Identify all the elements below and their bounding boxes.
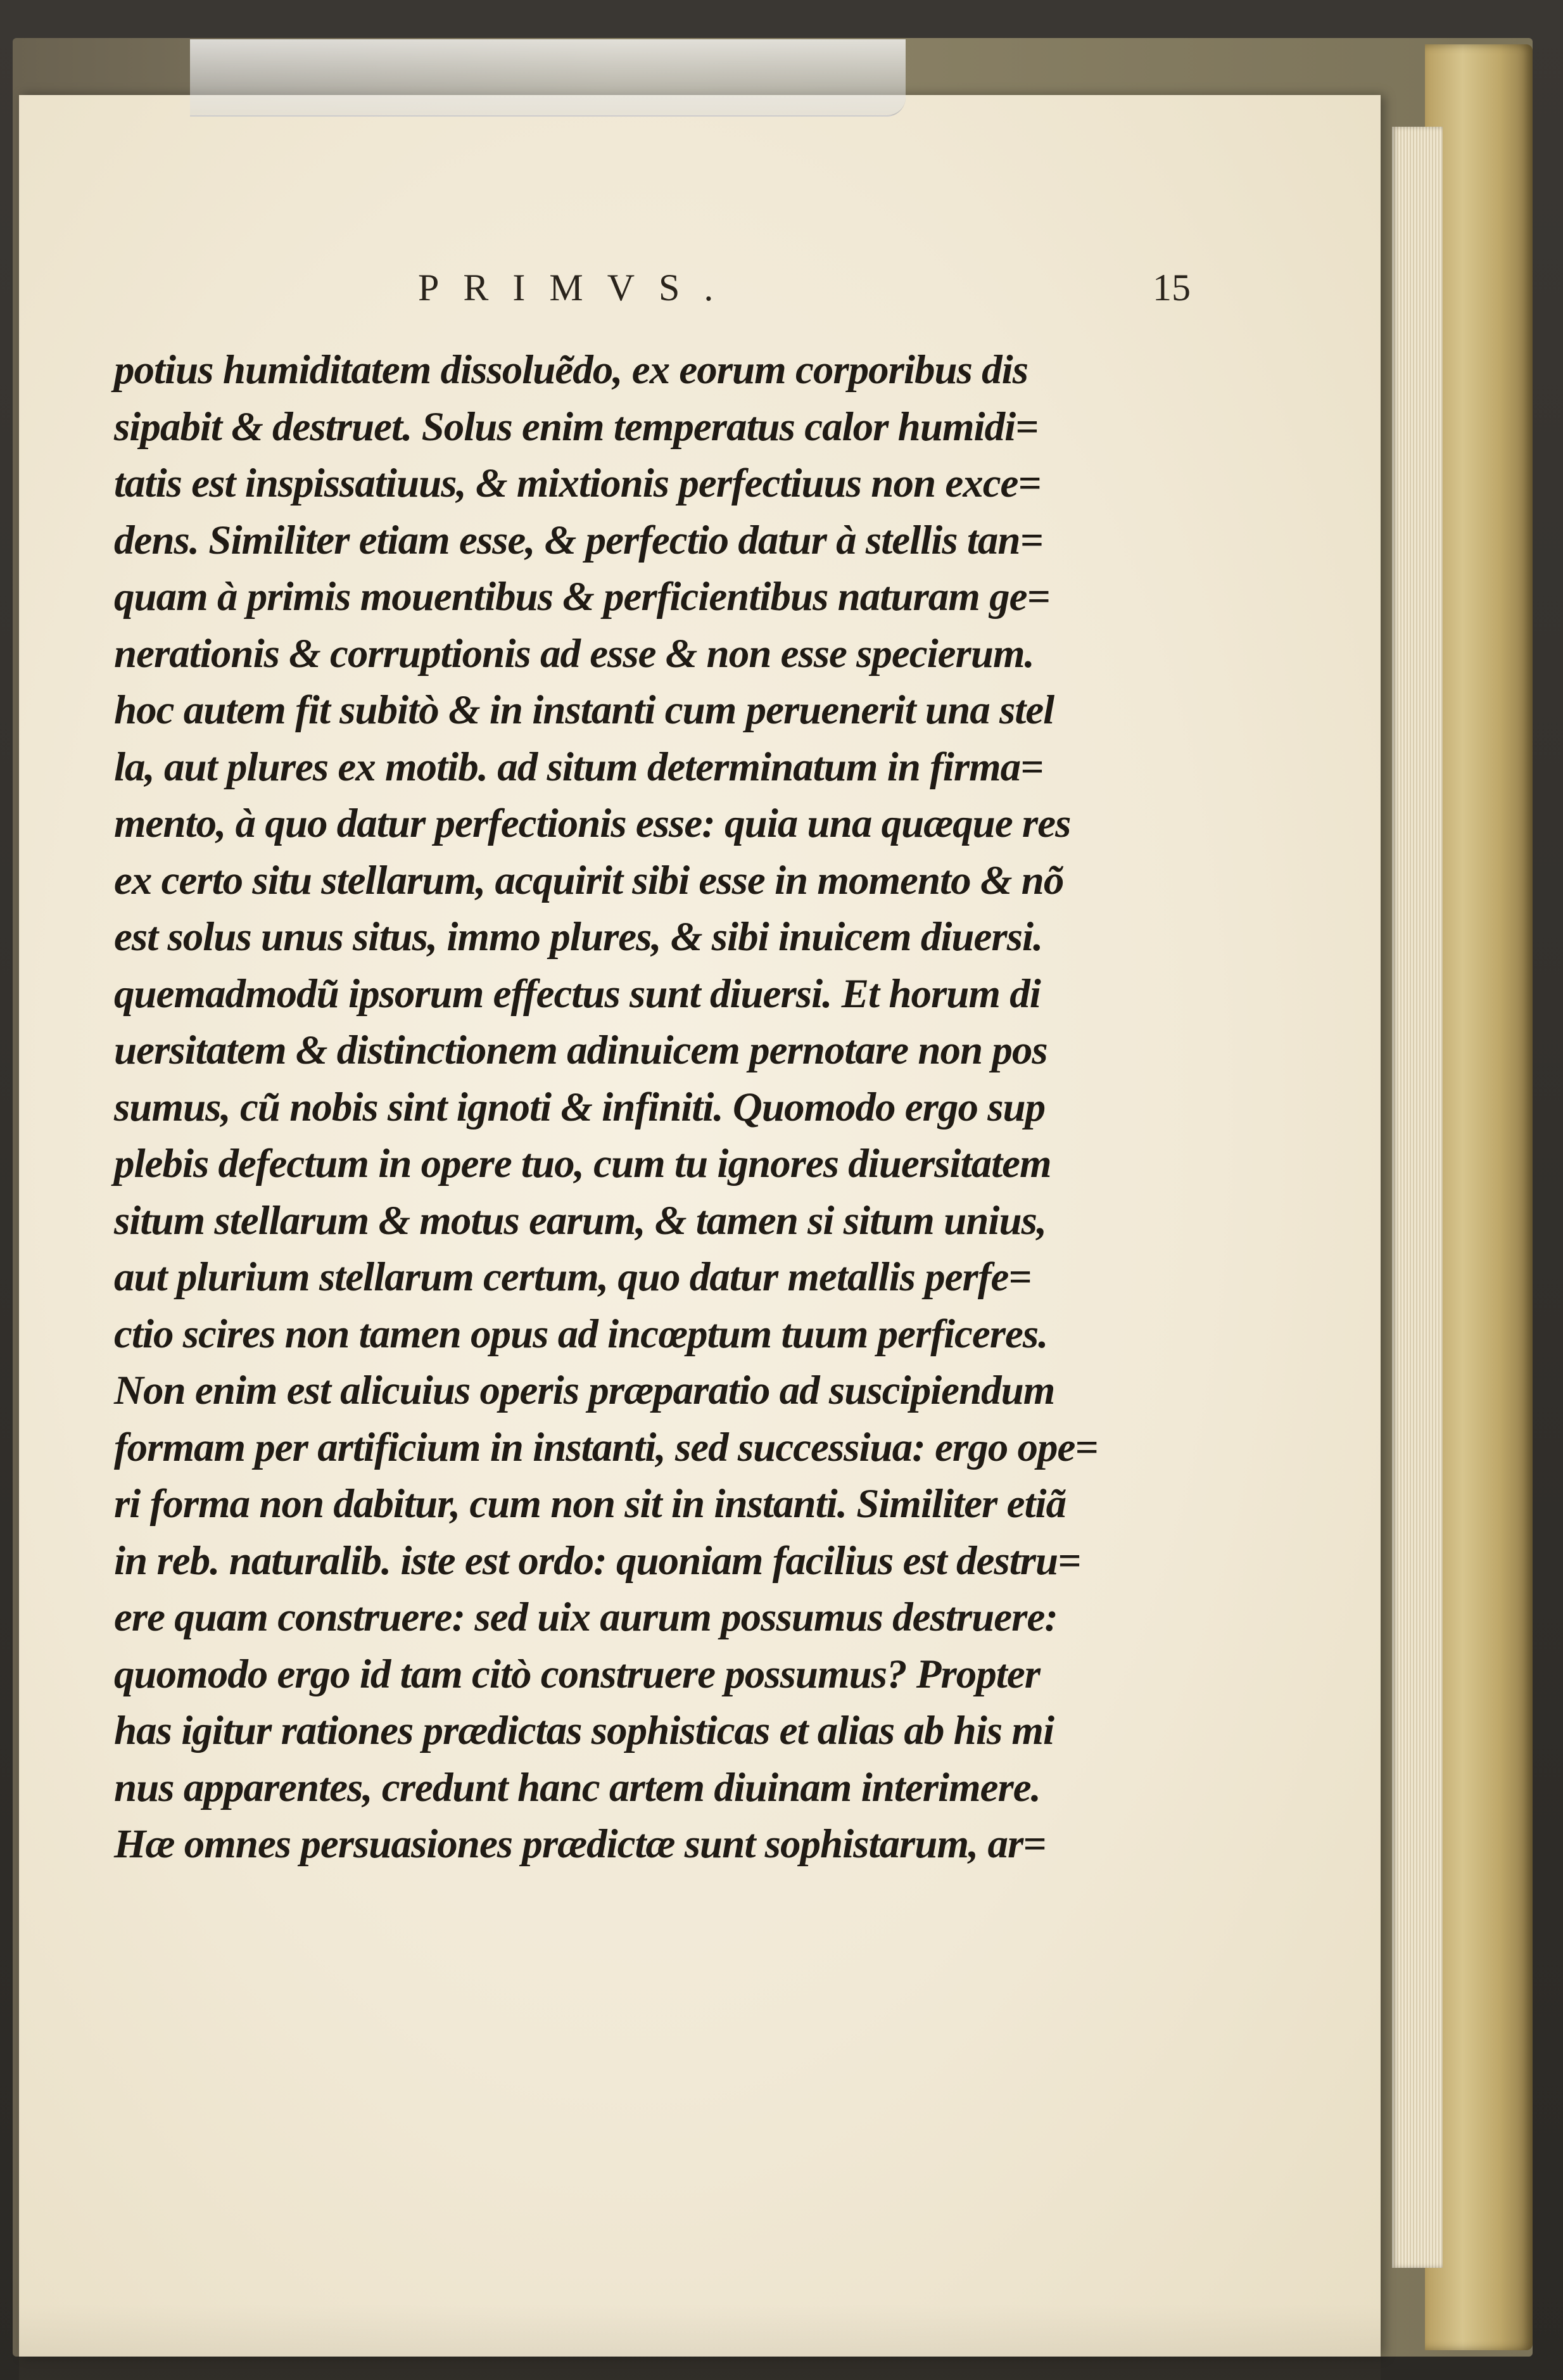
text-line: situm stellarum & motus earum, & tamen si situm unius, xyxy=(114,1197,1047,1244)
text-line: ctio scires non tamen opus ad incœptum tuum perficeres. xyxy=(114,1311,1048,1357)
text-line: ex certo situ stellarum, acquirit sibi esse in momento & nõ xyxy=(114,857,1064,903)
text-line: la, aut plures ex motib. ad situm determinatum in firma= xyxy=(114,744,1044,790)
text-lines xyxy=(114,342,1178,1873)
text-line: potius humiditatem dissoluẽdo, ex eorum corporibus dis xyxy=(114,347,1028,393)
text-line: sipabit & destruet. Solus enim temperatus calor humidi= xyxy=(114,404,1039,450)
text-line: aut plurium stellarum certum, quo datur metallis perfe= xyxy=(114,1254,1032,1300)
text-line: nerationis & corruptionis ad esse & non esse specierum. xyxy=(114,630,1034,677)
text-line: Hæ omnes persuasiones prædictæ sunt sophistarum, ar= xyxy=(114,1821,1046,1867)
text-line: formam per artificium in instanti, sed successiua: ergo ope= xyxy=(114,1424,1098,1470)
text-line: dens. Similiter etiam esse, & perfectio datur à stellis tan= xyxy=(114,517,1043,563)
page-edges xyxy=(1392,127,1443,2268)
book-page xyxy=(19,95,1381,2357)
running-head: PRIMVS. xyxy=(418,267,738,309)
text-block xyxy=(114,266,1191,2052)
text-line: mento, à quo datur perfectionis esse: quia una quæque res xyxy=(114,801,1071,846)
page-header xyxy=(114,266,1191,317)
text-line: sumus, cũ nobis sint ignoti & infiniti. Quomodo ergo sup xyxy=(114,1084,1046,1130)
text-line: plebis defectum in opere tuo, cum tu ignores diuersitatem xyxy=(114,1141,1051,1187)
plastic-page-clip xyxy=(190,39,906,117)
text-line: uersitatem & distinctionem adinuicem pernotare non pos xyxy=(114,1028,1047,1073)
text-line: tatis est inspissatiuus, & mixtionis perfectiuus non exce= xyxy=(114,461,1041,506)
text-line: has igitur rationes prædictas sophisticas et alias ab his mi xyxy=(114,1708,1054,1753)
text-line: Non enim est alicuius operis præparatio ad suscipiendum xyxy=(114,1368,1055,1413)
text-line: quam à primis mouentibus & perficientibus naturam ge= xyxy=(114,574,1050,620)
page-bottom-shading xyxy=(19,2304,1381,2380)
text-line: quomodo ergo id tam citò construere possumus? Propter xyxy=(114,1651,1040,1697)
text-line: hoc autem fit subitò & in instanti cum peruenerit una stel xyxy=(114,687,1054,733)
text-line: quemadmodũ ipsorum effectus sunt diuersi. Et horum di xyxy=(114,970,1041,1017)
text-line: ri forma non dabitur, cum non sit in instanti. Similiter etiã xyxy=(114,1481,1066,1527)
text-line: nus apparentes, credunt hanc artem diuinam interimere. xyxy=(114,1764,1041,1810)
text-line: in reb. naturalib. iste est ordo: quoniam facilius est destru= xyxy=(114,1537,1081,1584)
page-number: 15 xyxy=(1153,267,1191,309)
text-line: est solus unus situs, immo plures, & sibi inuicem diuersi. xyxy=(114,914,1043,960)
text-line: ere quam construere: sed uix aurum possumus destruere: xyxy=(114,1594,1058,1640)
